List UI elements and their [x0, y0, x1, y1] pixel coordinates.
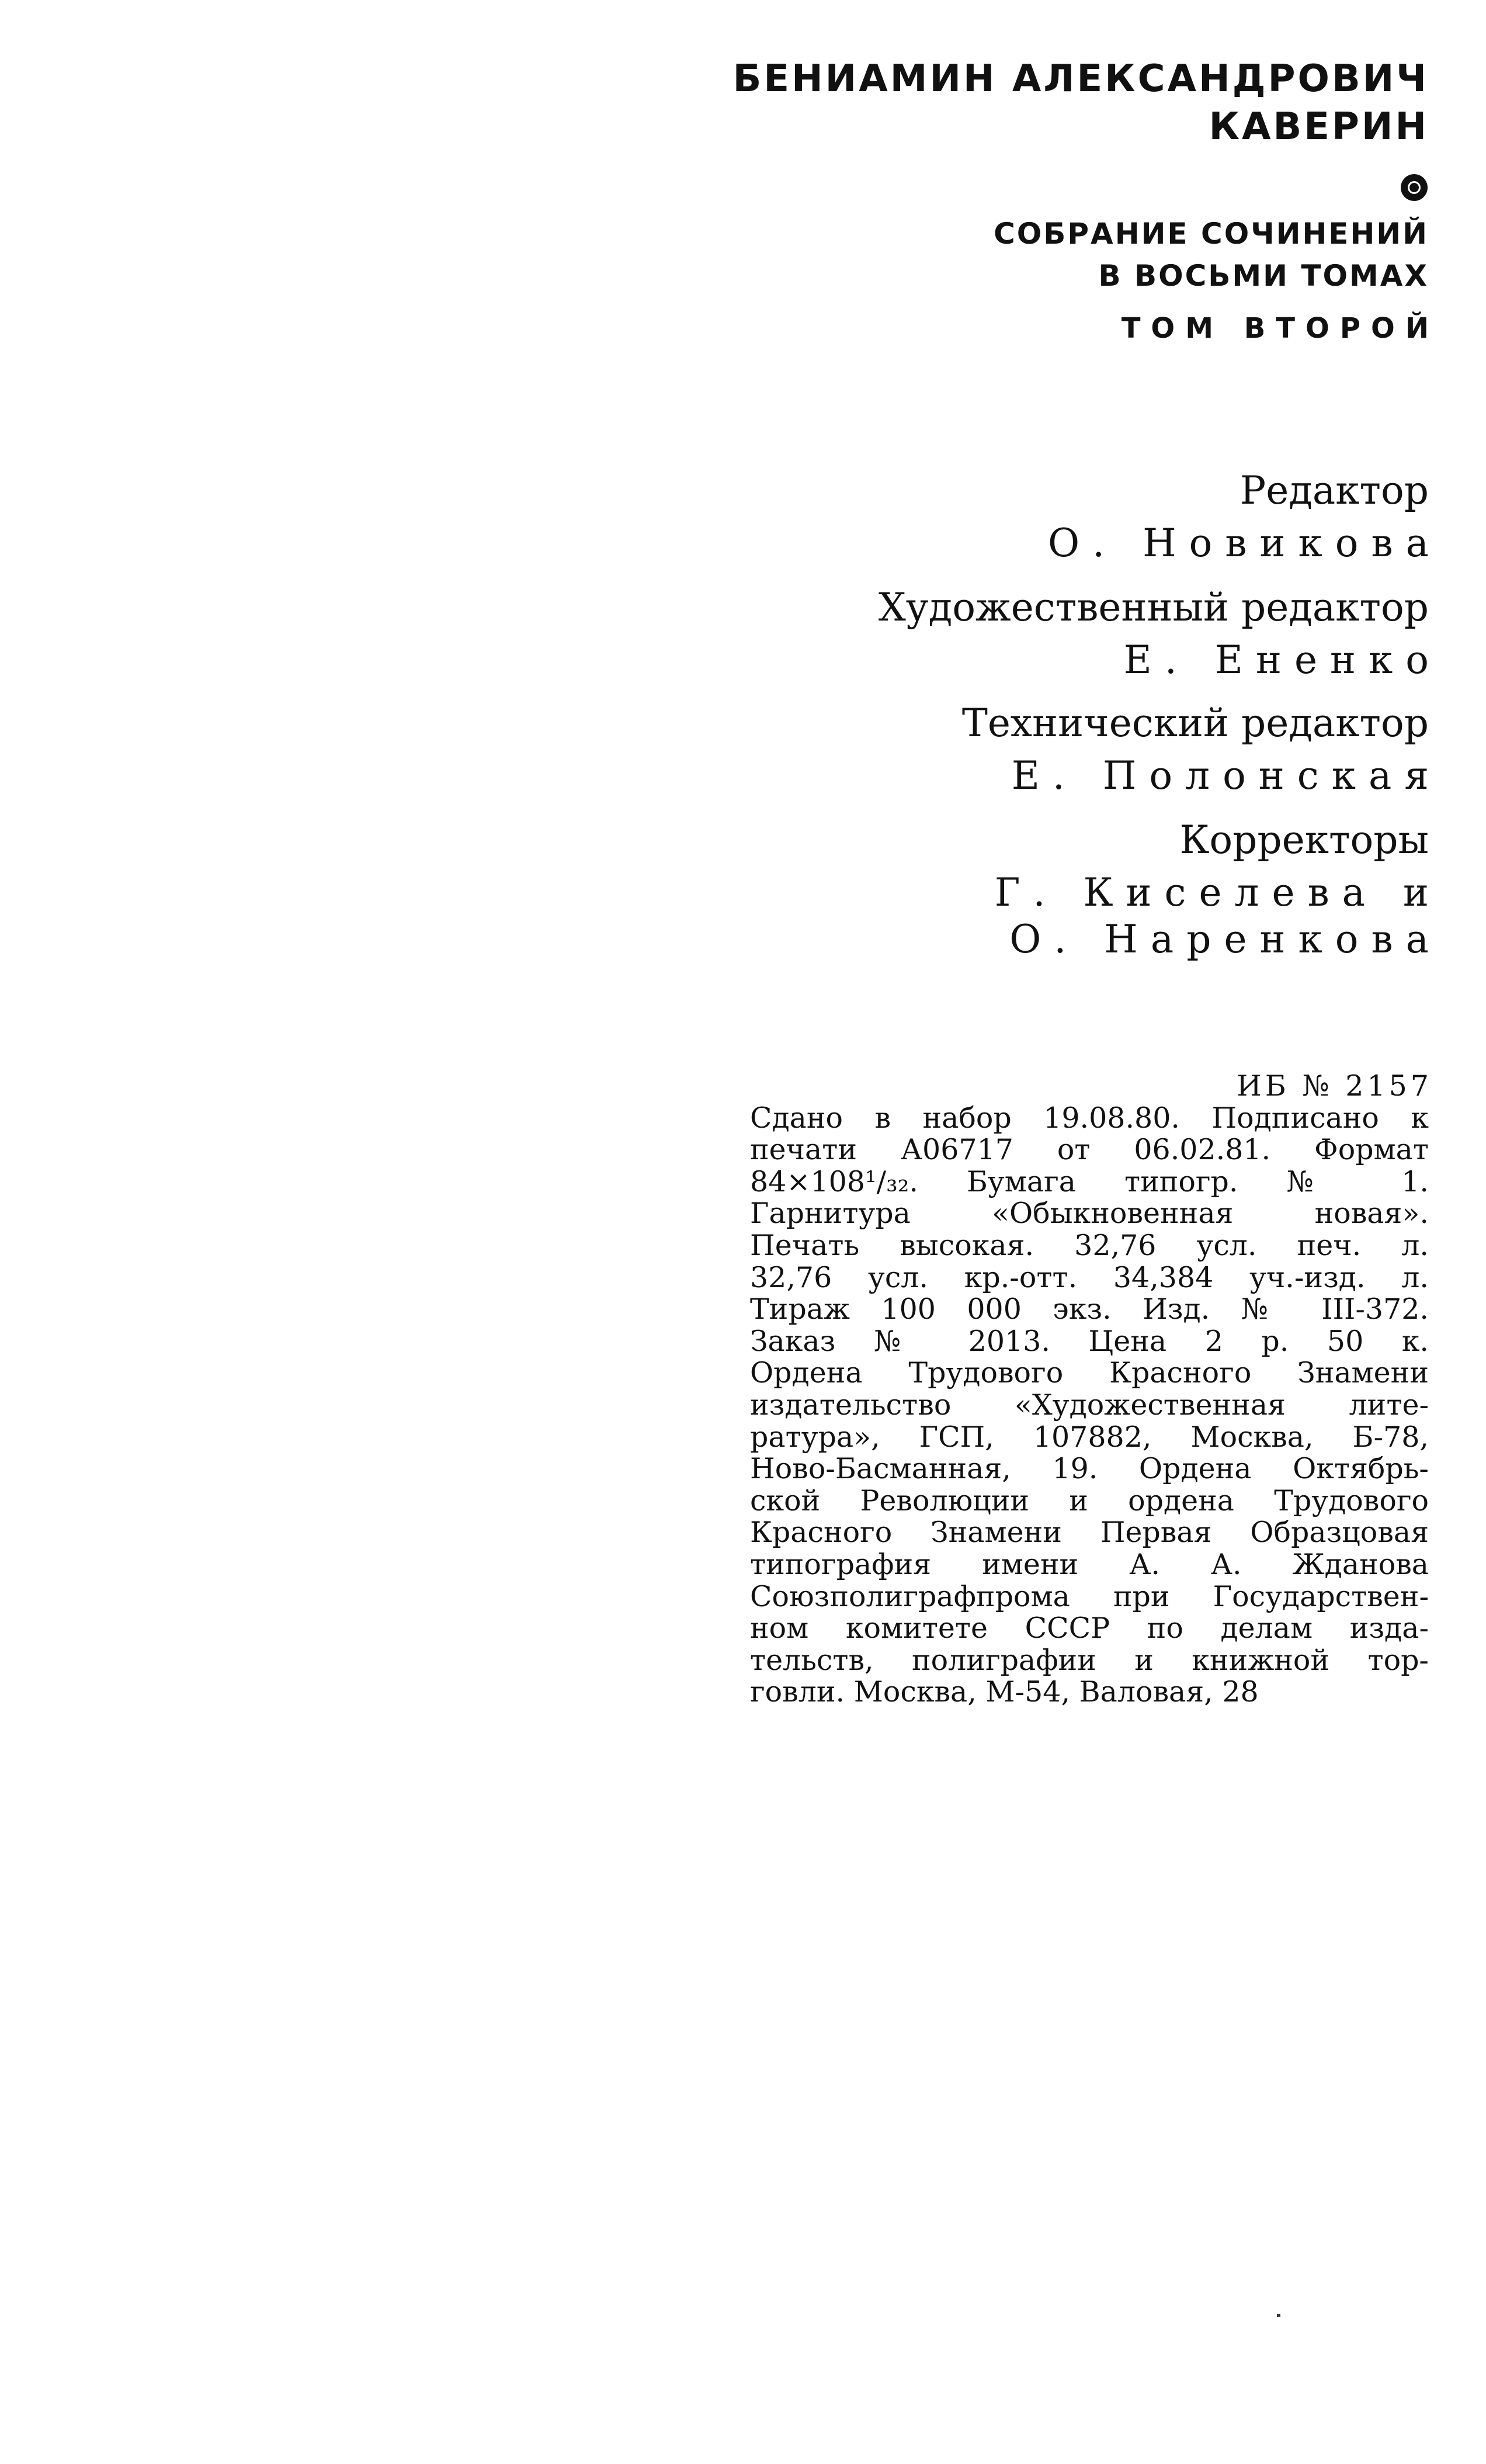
imprint-line: Печать высокая. 32,76 усл. печ. л.: [750, 1229, 1429, 1262]
imprint-line: тельств, полиграфии и книжной тор-: [750, 1644, 1429, 1677]
imprint-line: ской Революции и ордена Трудового: [750, 1485, 1429, 1517]
credit-name-art-editor: Е. Ененко: [1123, 637, 1442, 682]
credit-role-proofreaders: Корректоры: [1179, 817, 1429, 862]
credit-role-technical-editor: Технический редактор: [961, 701, 1429, 746]
imprint-line: издательство «Художественная лите-: [750, 1389, 1429, 1422]
imprint-line: Сдано в набор 19.08.80. Подписано к: [750, 1102, 1429, 1135]
imprint-line: типография имени А. А. Жданова: [750, 1548, 1429, 1581]
imprint-line: печати А06717 от 06.02.81. Формат: [750, 1134, 1429, 1166]
volume-title: ТОМ ВТОРОЙ: [1121, 312, 1439, 345]
imprint-line: Ордена Трудового Красного Знамени: [750, 1357, 1429, 1389]
imprint-line: Красного Знамени Первая Образцовая: [750, 1517, 1429, 1549]
series-title-line-2: В ВОСЬМИ ТОМАХ: [1098, 259, 1429, 293]
imprint-block: [750, 1069, 1432, 1708]
imprint-line: Тираж 100 000 экз. Изд. № III-372.: [750, 1294, 1429, 1326]
print-speck: [1277, 2314, 1280, 2317]
imprint-line: говли. Москва, М-54, Валовая, 28: [750, 1676, 1259, 1708]
imprint-line: ратура», ГСП, 107882, Москва, Б-78,: [750, 1421, 1429, 1454]
imprint-line: ном комитете СССР по делам изда-: [750, 1613, 1429, 1645]
credit-name-proofreader-1: Г. Киселева и: [994, 870, 1442, 915]
imprint-line: Ново-Басманная, 19. Ордена Октябрь-: [750, 1453, 1429, 1485]
ornament-icon: [1401, 174, 1428, 201]
author-name-line-1: БЕНИАМИН АЛЕКСАНДРОВИЧ: [732, 57, 1429, 100]
credit-name-editor: О. Новикова: [1048, 521, 1442, 566]
author-name-line-2: КАВЕРИН: [1209, 105, 1429, 148]
credit-name-proofreader-2: О. Наренкова: [1009, 917, 1442, 962]
imprint-line: Союзполиграфпрома при Государствен-: [750, 1581, 1429, 1613]
credit-role-editor: Редактор: [1240, 468, 1429, 513]
imprint-id: ИБ № 2157: [1237, 1069, 1432, 1103]
imprint-line: 84×108¹/₃₂. Бумага типогр. № 1.: [750, 1166, 1429, 1198]
imprint-line: Заказ № 2013. Цена 2 р. 50 к.: [750, 1325, 1429, 1358]
imprint-line: Гарнитура «Обыкновенная новая».: [750, 1198, 1429, 1230]
imprint-line: 32,76 усл. кр.-отт. 34,384 уч.-изд. л.: [750, 1262, 1429, 1294]
credit-role-art-editor: Художественный редактор: [878, 585, 1429, 630]
credit-name-technical-editor: Е. Полонская: [1011, 753, 1442, 798]
series-title-line-1: СОБРАНИЕ СОЧИНЕНИЙ: [994, 217, 1429, 251]
